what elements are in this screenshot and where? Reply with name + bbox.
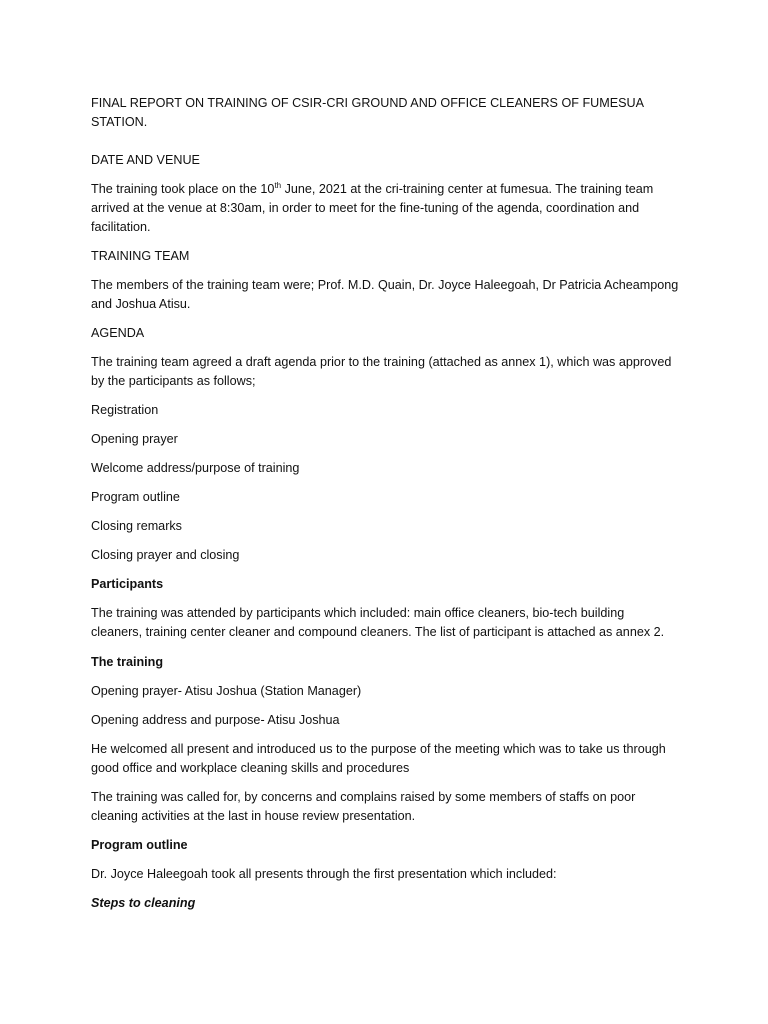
agenda-item: Opening prayer (91, 432, 178, 446)
training-team-line-2: and Joshua Atisu. (91, 297, 191, 311)
participants-heading: Participants (91, 577, 164, 591)
welcome-line-1: He welcomed all present and introduced us to the purpose of the meeting which was to take us through (91, 742, 666, 756)
called-paragraph (91, 788, 635, 826)
agenda-item: Registration (91, 403, 159, 417)
opening-address-line: Opening address and purpose- Atisu Joshua (91, 713, 340, 727)
called-line-1: The training was called for, by concerns and complains raised by some members of staffs on poor (91, 790, 636, 804)
date-venue-heading: DATE AND VENUE (91, 153, 200, 167)
opening-prayer-line: Opening prayer- Atisu Joshua (Station Manager) (91, 684, 362, 698)
welcome-line-2: good office and workplace cleaning skills and procedures (91, 761, 410, 775)
agenda-item: Closing prayer and closing (91, 548, 240, 562)
agenda-item: Program outline (91, 490, 180, 504)
training-team-paragraph (91, 276, 678, 314)
agenda-line-1: The training team agreed a draft agenda prior to the training (attached as annex 1), which was approved (91, 355, 672, 369)
date-venue-line-2: arrived at the venue at 8:30am, in order to meet for the fine-tuning of the agenda, coordination and (91, 201, 640, 215)
the-training-heading: The training (91, 655, 164, 669)
agenda-paragraph (91, 353, 671, 391)
training-team-heading: TRAINING TEAM (91, 249, 190, 263)
participants-line-2: cleaners, training center cleaner and compound cleaners. The list of participant is attached as annex 2. (91, 625, 665, 639)
agenda-item: Closing remarks (91, 519, 182, 533)
training-team-line-1: The members of the training team were; Prof. M.D. Quain, Dr. Joyce Haleegoah, Dr Patricia Acheampong (91, 278, 679, 292)
agenda-heading: AGENDA (91, 326, 145, 340)
participants-paragraph (91, 604, 664, 642)
program-outline-text: Dr. Joyce Haleegoah took all presents through the first presentation which included: (91, 867, 557, 881)
participants-line-1: The training was attended by participants which included: main office cleaners, bio-tech building (91, 606, 625, 620)
steps-heading: Steps to cleaning (91, 896, 196, 910)
document-title: FINAL REPORT ON TRAINING OF CSIR-CRI GROUND AND OFFICE CLEANERS OF FUMESUA STATION. (91, 96, 644, 129)
date-venue-line-3: facilitation. (91, 220, 151, 234)
date-venue-paragraph (91, 180, 653, 237)
welcome-paragraph (91, 740, 666, 778)
program-outline-heading: Program outline (91, 838, 188, 852)
agenda-item: Welcome address/purpose of training (91, 461, 300, 475)
date-venue-line-1: The training took place on the 10th June, 2021 at the cri-training center at fumesua. The training team (91, 180, 654, 196)
called-line-2: cleaning activities at the last in house review presentation. (91, 809, 416, 823)
agenda-line-2: by the participants as follows; (91, 374, 256, 388)
